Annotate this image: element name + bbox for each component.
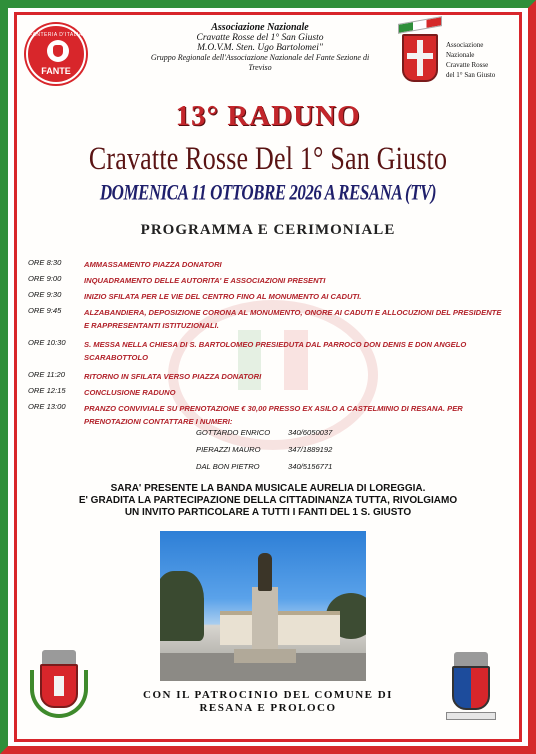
contact-row [196,462,396,477]
schedule-time: ORE 11:20 [28,370,66,379]
wreath-icon [30,670,88,718]
fante-badge-label: FANTE [41,66,71,76]
grenade-emblem-icon [47,40,69,62]
schedule-time: ORE 9:45 [28,306,62,315]
schedule-row [28,338,498,368]
right-assoc-line-1: Associazione [446,41,484,49]
schedule-time: ORE 9:00 [28,274,62,283]
schedule-time: ORE 13:00 [28,402,66,411]
patronage-text [100,689,436,715]
photo-pedestal [252,587,278,653]
loreggia-coat-of-arms-logo [446,652,498,724]
schedule-time: ORE 12:15 [28,386,66,395]
assoc-line-1: Associazione Nazionale [211,22,309,33]
contact-name: DAL BON PIETRO [196,462,260,471]
right-association-label [446,40,518,80]
schedule-desc: CONCLUSIONE RADUNO [84,388,176,397]
contact-number[interactable]: 340/6050037 [288,428,333,437]
right-assoc-line-2: Nazionale [446,51,475,59]
schedule-desc: INQUADRAMENTO DELLE AUTORITA' E ASSOCIAZIONI PRESENTI [84,276,326,285]
patronage-line: RESANA E PROLOCO [199,702,337,714]
shield-icon [452,666,490,710]
ribbon-icon [446,712,496,720]
schedule-time: ORE 8:30 [28,258,62,267]
patronage-line: CON IL PATROCINIO DEL COMUNE DI [143,689,393,701]
contact-list [196,428,396,479]
photo-base [234,649,296,663]
assoc-line-2: Cravatte Rosse del 1° San Giusto [196,33,324,43]
contact-name: GOTTARDO ENRICO [196,428,271,437]
contact-number[interactable]: 340/5156771 [288,462,333,471]
schedule-row [28,306,502,336]
schedule-desc: PRANZO CONVIVIALE SU PRENOTAZIONE € 30,00 PRESSO EX ASILO A CASTELMINIO DI RESANA. PER PRENOTAZIONI CONTATTARE I NUMERI: [84,404,463,426]
announcement-line: E' GRADITA LA PARTECIPAZIONE DELLA CITTADINANZA TUTTA, RIVOLGIAMO [78,495,458,506]
event-date: DOMENICA 11 OTTOBRE 2026 A RESANA (TV) [99,180,437,205]
right-assoc-line-3: Cravatte Rosse [446,61,489,69]
announcement-line: UN INVITO PARTICOLARE A TUTTI I FANTI DEL 1 S. GIUSTO [124,507,412,518]
schedule-row [28,274,498,288]
schedule-time: ORE 9:30 [28,290,62,299]
tricolor-crest-logo [398,20,442,86]
program-heading: PROGRAMMA E CERIMONIALE [140,222,396,238]
schedule-desc: INIZIO SFILATA PER LE VIE DEL CENTRO FINO AL MONUMENTO AI CADUTI. [84,292,362,301]
contact-name: PIERAZZI MAURO [196,445,261,454]
assoc-line-3: M.O.V.M. Sten. Ugo Bartolomei" [197,43,323,53]
shield-icon [402,34,438,82]
program-schedule [28,258,502,434]
contact-number[interactable]: 347/1889192 [288,445,333,454]
schedule-desc: AMMASSAMENTO PIAZZA DONATORI [84,260,222,269]
announcement-line: SARA' PRESENTE LA BANDA MUSICALE AURELIA DI LOREGGIA. [110,483,426,494]
event-title: 13° RADUNO [175,100,361,132]
schedule-desc: RITORNO IN SFILATA VERSO PIAZZA DONATORI [84,372,262,381]
schedule-desc: S. MESSA NELLA CHIESA DI S. BARTOLOMEO PRESIEDUTA DAL PARROCO DON DENIS E DON ANGELO SCARABOTTOLO [84,340,467,362]
fante-badge-logo [26,24,86,84]
schedule-row [28,290,498,304]
crown-icon [454,652,488,666]
association-header [150,22,370,73]
resana-coat-of-arms-logo [30,650,88,722]
contact-row [196,445,396,460]
schedule-desc: ALZABANDIERA, DEPOSIZIONE CORONA AL MONUMENTO, ONORE AI CADUTI E ALLOCUZIONI DEL PRESIDENTE E RAPPRESENTANTI ISTITUZIONALI. [84,308,502,330]
event-subtitle: Cravatte Rosse Del 1° San Giusto [88,140,448,177]
schedule-row [28,258,498,272]
right-assoc-line-4: del 1° San Giusto [446,71,496,79]
crown-icon [42,650,76,664]
schedule-time: ORE 10:30 [28,338,66,347]
monument-photo [160,531,366,681]
schedule-row [28,370,498,384]
photo-building [220,611,340,645]
photo-statue [258,553,272,591]
photo-tree-left [160,571,204,641]
announcement-text [40,483,496,519]
contact-row [196,428,396,443]
fante-badge-ring-text: FANTERIA D'ITALIA [29,32,83,38]
assoc-line-4: Gruppo Regionale dell'Associazione Nazionale del Fante Sezione di Treviso [150,53,370,72]
schedule-row [28,386,498,400]
